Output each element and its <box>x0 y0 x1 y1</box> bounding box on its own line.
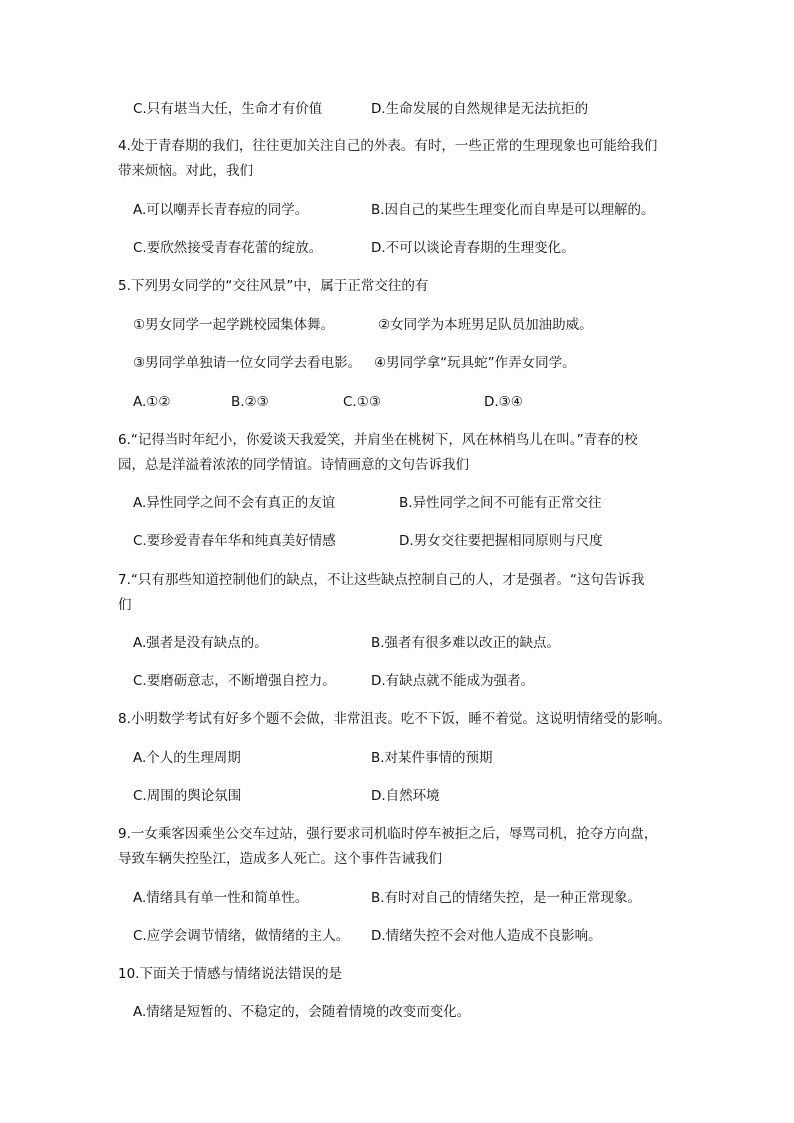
question-4-cont: 带来烦恼。对此，我们 <box>118 163 253 179</box>
question-10: 10.下面关于情感与情绪说法错误的是 <box>118 966 342 982</box>
option-d: D.有缺点就不能成为强者。 <box>371 673 535 689</box>
question-7: 7.“只有那些知道控制他们的缺点，不让这些缺点控制自己的人，才是强者。“这句告诉我 <box>118 572 645 588</box>
question-8: 8.小明数学考试有好多个题不会做，非常沮丧。吃不下饭，睡不着觉。这说明情绪受的影响。 <box>118 711 671 727</box>
option-c: C.要欣然接受青春花蕾的绽放。 <box>133 240 323 256</box>
option-c: C.只有堪当大任，生命才有价值 <box>133 101 323 117</box>
option-a: A.强者是没有缺点的。 <box>133 635 268 651</box>
option-c: C.要珍爱青春年华和纯真美好情感 <box>133 533 336 549</box>
question-9-cont: 导致车辆失控坠江，造成多人死亡。这个事件告诫我们 <box>118 851 442 867</box>
option-b: B.②③ <box>231 394 269 410</box>
statement-4: ④男同学拿“玩具蛇”作弄女同学。 <box>374 355 576 371</box>
option-b: B.因自己的某些生理变化而自卑是可以理解的。 <box>371 202 655 218</box>
question-9: 9.一女乘客因乘坐公交车过站，强行要求司机临时停车被拒之后，辱骂司机，抢夺方向盘， <box>118 826 658 842</box>
option-a: A.情绪是短暂的、不稳定的，会随着情境的改变而变化。 <box>133 1004 471 1020</box>
option-a: A.可以嘲弄长青春痘的同学。 <box>133 202 309 218</box>
question-4: 4.处于青春期的我们，往往更加关注自己的外表。有时，一些正常的生理现象也可能给我们 <box>118 138 658 154</box>
option-b: B.异性同学之间不可能有正常交往 <box>399 495 602 511</box>
option-c: C.周围的舆论氛围 <box>133 788 242 804</box>
option-d: D.情绪失控不会对他人造成不良影响。 <box>371 928 602 944</box>
option-d: D.③④ <box>484 394 523 410</box>
option-b: B.强者有很多难以改正的缺点。 <box>371 635 561 651</box>
question-6: 6.“记得当时年纪小，你爱谈天我爱笑，并肩坐在桃树下，风在林梢鸟儿在叫。”青春的校 <box>118 432 638 448</box>
option-b: B.有时对自己的情绪失控，是一种正常现象。 <box>371 890 642 906</box>
option-a: A.异性同学之间不会有真正的友谊 <box>133 495 336 511</box>
option-c: C.要磨砺意志，不断增强自控力。 <box>133 673 336 689</box>
option-c: C.①③ <box>343 394 381 410</box>
question-7-cont: 们 <box>118 597 132 613</box>
option-c: C.应学会调节情绪，做情绪的主人。 <box>133 928 350 944</box>
question-5: 5.下列男女同学的“交往风景”中，属于正常交往的有 <box>118 278 429 294</box>
option-d: D.自然环境 <box>371 788 440 804</box>
statement-1: ①男女同学一起学跳校园集体舞。 <box>133 317 335 333</box>
option-d: D.生命发展的自然规律是无法抗拒的 <box>371 101 589 117</box>
option-d: D.不可以谈论青春期的生理变化。 <box>371 240 575 256</box>
statement-3: ③男同学单独请一位女同学去看电影。 <box>133 355 362 371</box>
option-a: A.①② <box>133 394 171 410</box>
question-6-cont: 园，总是洋溢着浓浓的同学情谊。诗情画意的文句告诉我们 <box>118 457 469 473</box>
option-b: B.对某件事情的预期 <box>371 750 493 766</box>
option-a: A.情绪具有单一性和简单性。 <box>133 890 309 906</box>
option-d: D.男女交往要把握相同原则与尺度 <box>399 533 603 549</box>
statement-2: ②女同学为本班男足队员加油助威。 <box>378 317 593 333</box>
option-a: A.个人的生理周期 <box>133 750 241 766</box>
